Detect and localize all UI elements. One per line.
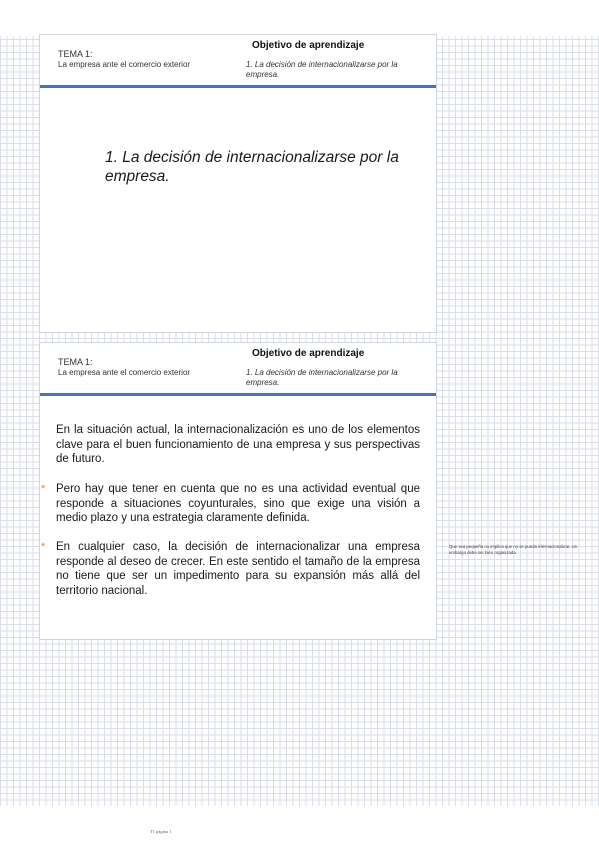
- objective-title: Objetivo de aprendizaje: [252, 348, 365, 359]
- header-rule: [40, 393, 436, 396]
- top-margin: [0, 0, 599, 36]
- objective-title: Objetivo de aprendizaje: [252, 40, 365, 51]
- objective-text: 1. La decisión de internacionalizarse por la empresa.: [246, 60, 398, 79]
- slide-1: [39, 34, 437, 333]
- tema-subtitle: La empresa ante el comercio exterior: [58, 368, 191, 377]
- tema-label: TEMA 1:: [58, 357, 93, 367]
- speaker-note: Que sea pequeña no implica que no se pueda internacionalizar, sin embargo debe ser bien organizada: [449, 544, 578, 555]
- tema-label: TEMA 1:: [58, 49, 93, 59]
- page-footer: T1 página 1: [150, 829, 172, 834]
- header-rule: [40, 85, 436, 88]
- bullet-star-icon: *: [41, 483, 46, 495]
- paragraph-3: En cualquier caso, la decisión de internacionalizar una empresa responde al deseo de crecer. En este sentido el tamaño de la empresa no tiene que ser un impedimento para su expansión más allá del territorio nacional.: [56, 541, 420, 597]
- slide-2: [39, 342, 437, 640]
- tema-subtitle: La empresa ante el comercio exterior: [58, 60, 191, 69]
- bullet-star-icon: *: [41, 541, 46, 553]
- paragraph-1: En la situación actual, la internacionalización es uno de los elementos clave para el buen funcionamiento de una empresa y sus perspectivas de futuro.: [56, 424, 420, 465]
- slide-main-title: 1. La decisión de internacionalizarse por la empresa.: [105, 149, 399, 185]
- bottom-margin: [0, 806, 599, 848]
- paragraph-2: Pero hay que tener en cuenta que no es una actividad eventual que responde a situaciones coyunturales, sino que exige una visión a medio plazo y una estrategia claramente definida.: [56, 483, 420, 524]
- objective-text: 1. La decisión de internacionalizarse por la empresa.: [246, 368, 398, 387]
